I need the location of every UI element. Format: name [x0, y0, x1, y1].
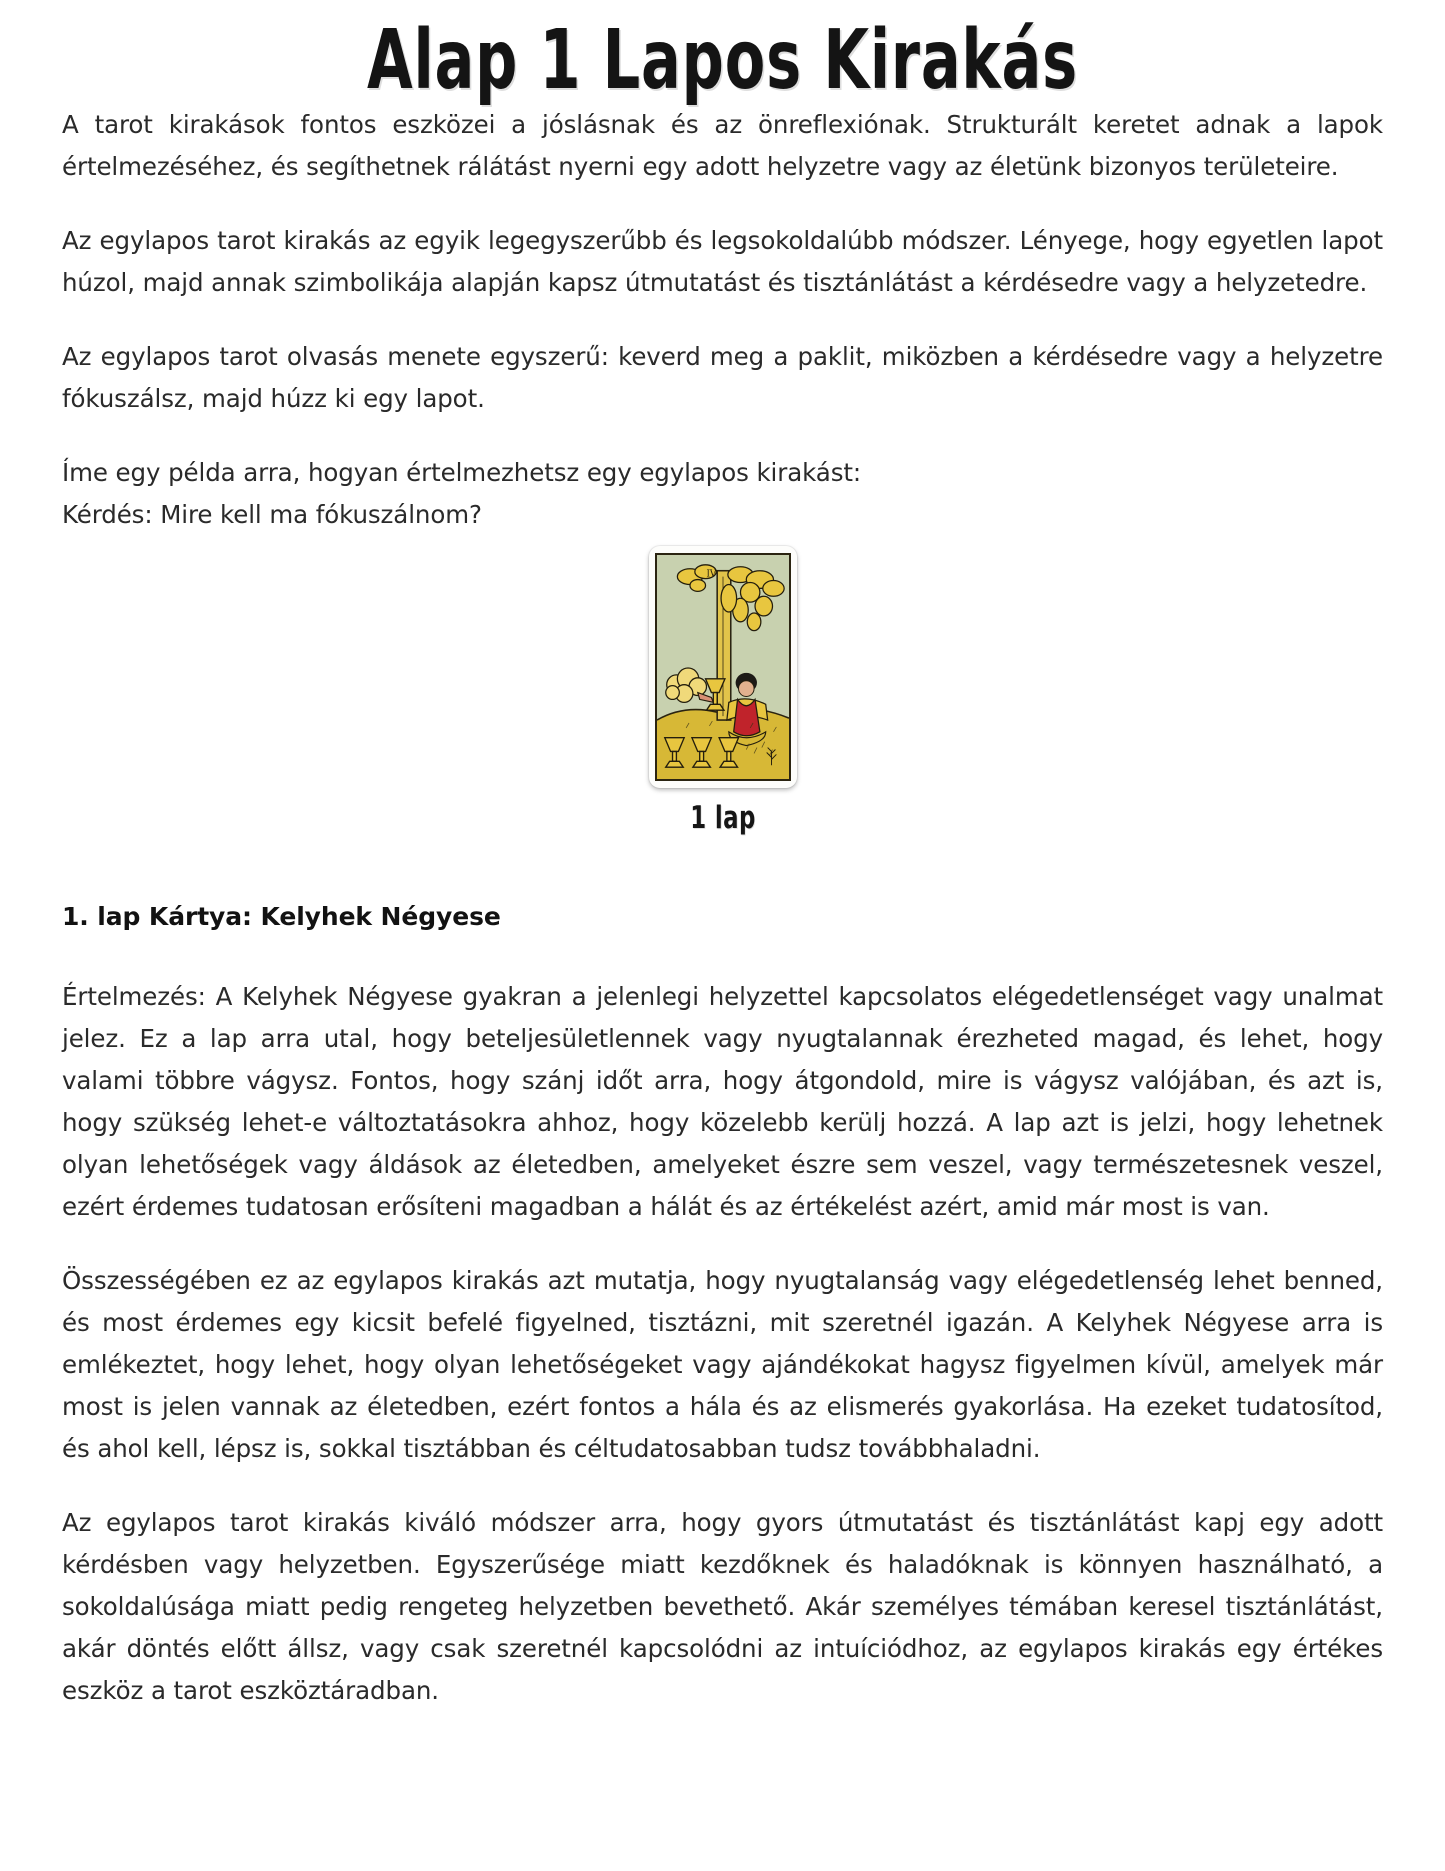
paragraph-conclusion: Az egylapos tarot kirakás kiváló módszer arra, hogy gyors útmutatást és tisztánlátást kapj egy adott kérdésben vagy helyzetben. Egyszerűsége miatt kezdőknek és haladóknak is könnyen használható, a sokoldalúsága miatt pedig rengeteg helyzetben bevethető. Akár személyes témában keresel tisztánlátást, akár döntés előtt állsz, vagy csak szeretnél kapcsolódni az intuíciódhoz, az egylapos kirakás egy értékes eszköz a tarot eszköztáradban.	[62, 1508, 1383, 1706]
spacer	[62, 836, 1383, 900]
example-question-line: Kérdés: Mire kell ma fókuszálnom?	[62, 500, 482, 530]
example-intro-line: Íme egy példa arra, hogyan értelmezhetsz egy egylapos kirakást:	[62, 458, 862, 488]
card-section-heading: 1. lap Kártya: Kelyhek Négyese	[62, 902, 501, 932]
tarot-card-figure	[62, 546, 1383, 836]
page-title: Alap 1 Lapos Kirakás	[366, 13, 1079, 108]
paragraph-intro-2: Az egylapos tarot kirakás az egyik legegyszerűbb és legsokoldalúbb módszer. Lényege, hogy egyetlen lapot húzol, majd annak szimbolikája alapján kapsz útmutatást és tisztánlátást a kérdésedre vagy a helyzetedre.	[62, 226, 1383, 298]
paragraph-intro-3: Az egylapos tarot olvasás menete egyszerű: keverd meg a paklit, miközben a kérdésedre vagy a helyzetre fókuszálsz, majd húzz ki egy lapot.	[62, 342, 1383, 414]
example-question-block	[62, 452, 1383, 536]
paragraph-summary: Összességében ez az egylapos kirakás azt mutatja, hogy nyugtalanság vagy elégedetlenség lehet benned, és most érdemes egy kicsit befelé figyelned, tisztázni, mit szeretnél igazán. A Kelyhek Négyese arra is emlékeztet, hogy lehet, hogy olyan lehetőségeket vagy ajándékokat hagysz figyelmen kívül, amelyek már most is jelen vannak az életedben, ezért fontos a hála és az elismerés gyakorlása. Ha ezeket tudatosítod, és ahol kell, lépsz is, sokkal tisztábban és céltudatosabban tudsz továbbhaladni.	[62, 1266, 1383, 1464]
paragraph-interpretation: Értelmezés: A Kelyhek Négyese gyakran a jelenlegi helyzettel kapcsolatos elégedetlenséget vagy unalmat jelez. Ez a lap arra utal, hogy beteljesületlennek vagy nyugtalannak érezheted magad, és lehet, hogy valami többre vágysz. Fontos, hogy szánj időt arra, hogy átgondold, mire is vágysz valójában, és azt is, hogy szükség lehet-e változtatásokra ahhoz, hogy közelebb kerülj hozzá. A lap azt is jelzi, hogy lehetnek olyan lehetőségek vagy áldások az életedben, amelyeket észre sem veszel, vagy természetesnek veszel, ezért érdemes tudatosan erősíteni magadban a hálát és az értékelést azért, amid már most is van.	[62, 982, 1383, 1222]
tarot-card[interactable]	[649, 546, 797, 788]
four-of-cups-illustration	[657, 555, 789, 779]
svg-text:IV: IV	[705, 569, 716, 580]
tarot-card-face	[655, 553, 791, 781]
tarot-card-caption: 1 lap	[689, 800, 756, 837]
paragraph-intro-1: A tarot kirakások fontos eszközei a jóslásnak és az önreflexiónak. Strukturált keretet adnak a lapok értelmezéséhez, és segíthetnek rálátást nyerni egy adott helyzetre vagy az életünk bizonyos területeire.	[62, 110, 1383, 182]
